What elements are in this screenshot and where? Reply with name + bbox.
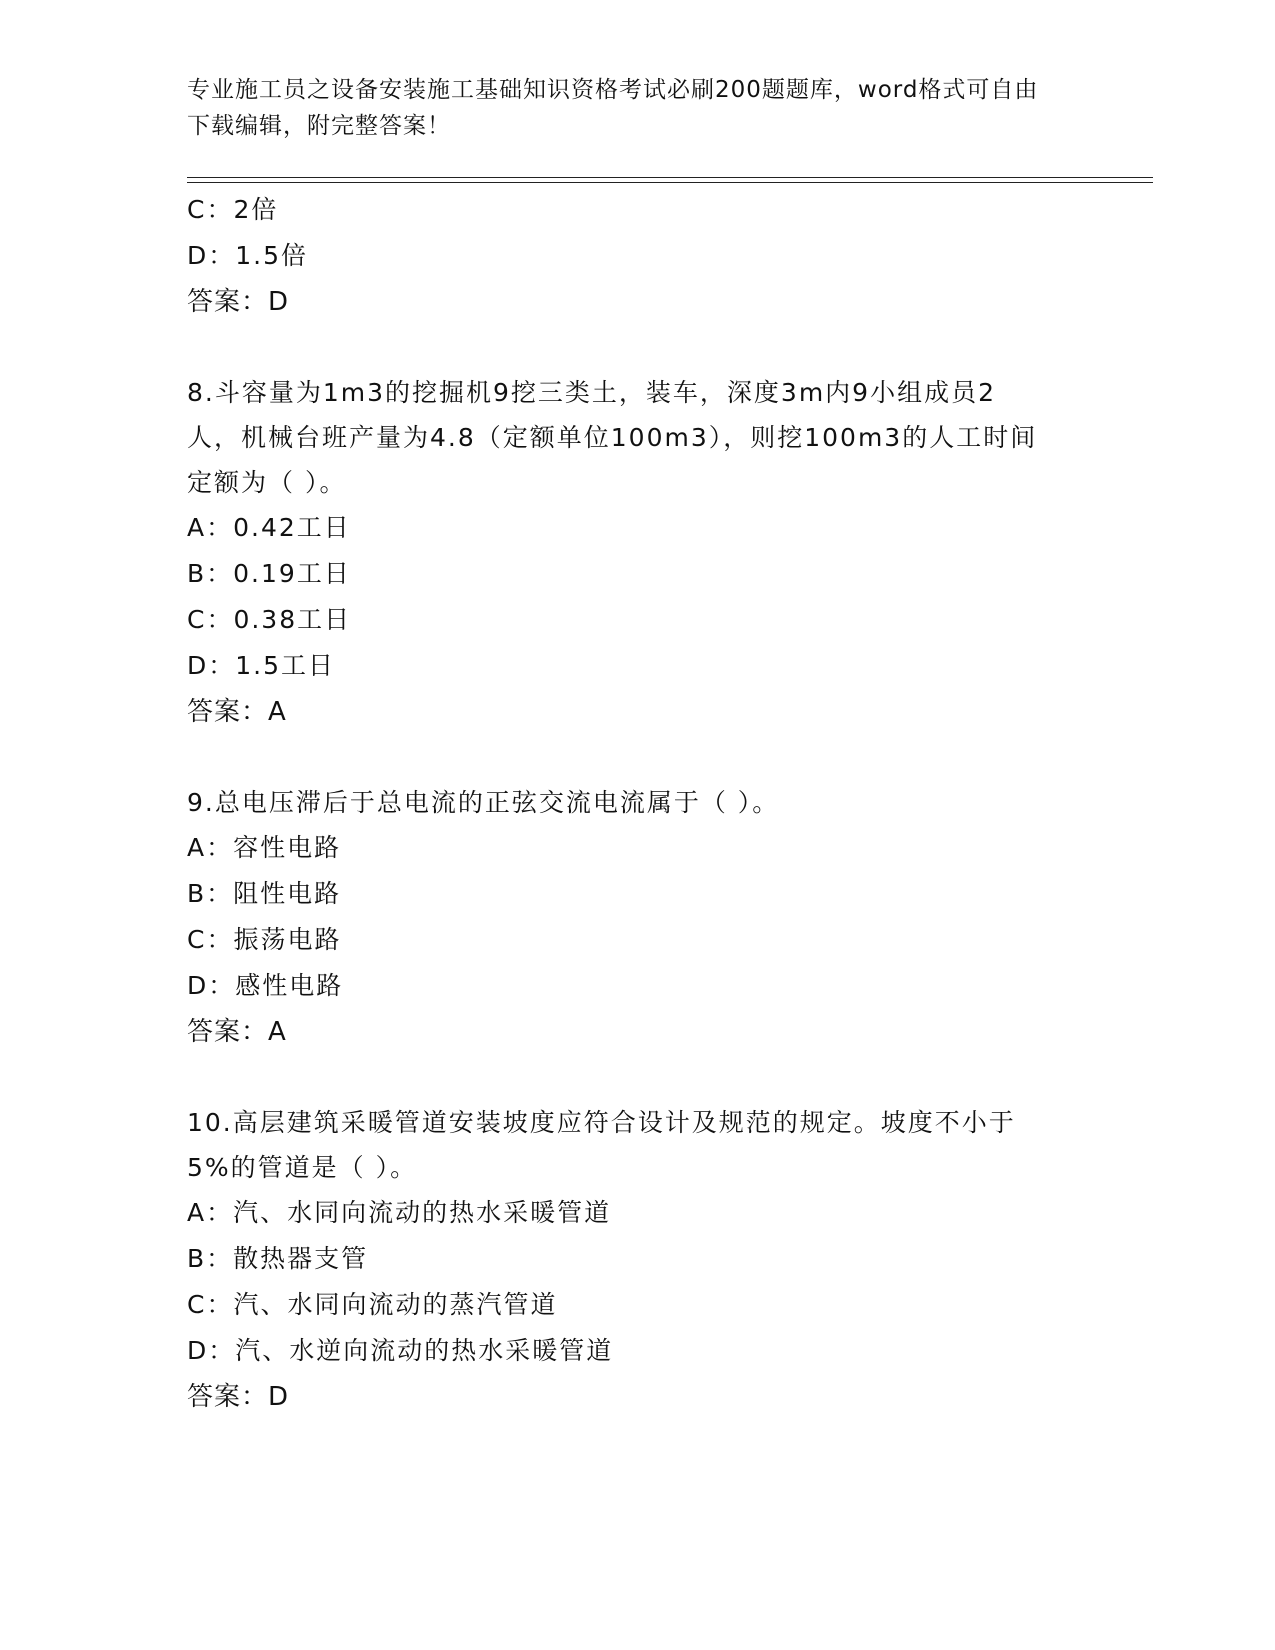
option-d: D：汽、水逆向流动的热水采暖管道 bbox=[187, 1336, 614, 1365]
question-content bbox=[187, 187, 1067, 1420]
option-c: C：0.38工日 bbox=[187, 605, 352, 634]
answer-line: 答案：D bbox=[187, 287, 290, 317]
answer-line: 答案：A bbox=[187, 1017, 287, 1047]
header-line-2: 下载编辑，附完整答案！ bbox=[187, 113, 451, 139]
continued-question bbox=[187, 187, 1067, 325]
option-d: D：感性电路 bbox=[187, 971, 344, 1000]
stem-line: 10.高层建筑采暖管道安装坡度应符合设计及规范的规定。坡度不小于 bbox=[187, 1108, 1016, 1137]
option-a: A：0.42工日 bbox=[187, 513, 351, 542]
question-9 bbox=[187, 780, 1067, 1055]
option-d: D：1.5工日 bbox=[187, 651, 336, 680]
option-a: A：容性电路 bbox=[187, 833, 342, 862]
option-b: B：0.19工日 bbox=[187, 559, 351, 588]
answer-line: 答案：A bbox=[187, 697, 287, 727]
question-stem bbox=[187, 370, 1067, 505]
document-header bbox=[187, 72, 1067, 144]
question-8 bbox=[187, 370, 1067, 735]
stem-line: 定额为（ ）。 bbox=[187, 468, 347, 497]
option-c: C：汽、水同向流动的蒸汽管道 bbox=[187, 1290, 558, 1319]
answer-line: 答案：D bbox=[187, 1382, 290, 1412]
header-divider-top bbox=[187, 177, 1153, 178]
option-c: C：振荡电路 bbox=[187, 925, 342, 954]
header-line-1: 专业施工员之设备安装施工基础知识资格考试必刷200题题库，word格式可自由 bbox=[187, 77, 1039, 103]
question-stem bbox=[187, 1100, 1067, 1190]
option-c: C：2倍 bbox=[187, 195, 279, 224]
header-divider-bottom bbox=[187, 182, 1153, 183]
stem-line: 人，机械台班产量为4.8（定额单位100m3），则挖100m3的人工时间 bbox=[187, 423, 1038, 452]
stem-line: 5%的管道是（ ）。 bbox=[187, 1153, 418, 1182]
stem-line: 9.总电压滞后于总电流的正弦交流电流属于（ ）。 bbox=[187, 788, 780, 817]
option-b: B：阻性电路 bbox=[187, 879, 342, 908]
option-d: D：1.5倍 bbox=[187, 241, 309, 270]
question-stem bbox=[187, 780, 1067, 825]
question-10 bbox=[187, 1100, 1067, 1420]
stem-line: 8.斗容量为1m3的挖掘机9挖三类土，装车，深度3m内9小组成员2 bbox=[187, 378, 996, 407]
option-a: A：汽、水同向流动的热水采暖管道 bbox=[187, 1198, 612, 1227]
option-b: B：散热器支管 bbox=[187, 1244, 369, 1273]
